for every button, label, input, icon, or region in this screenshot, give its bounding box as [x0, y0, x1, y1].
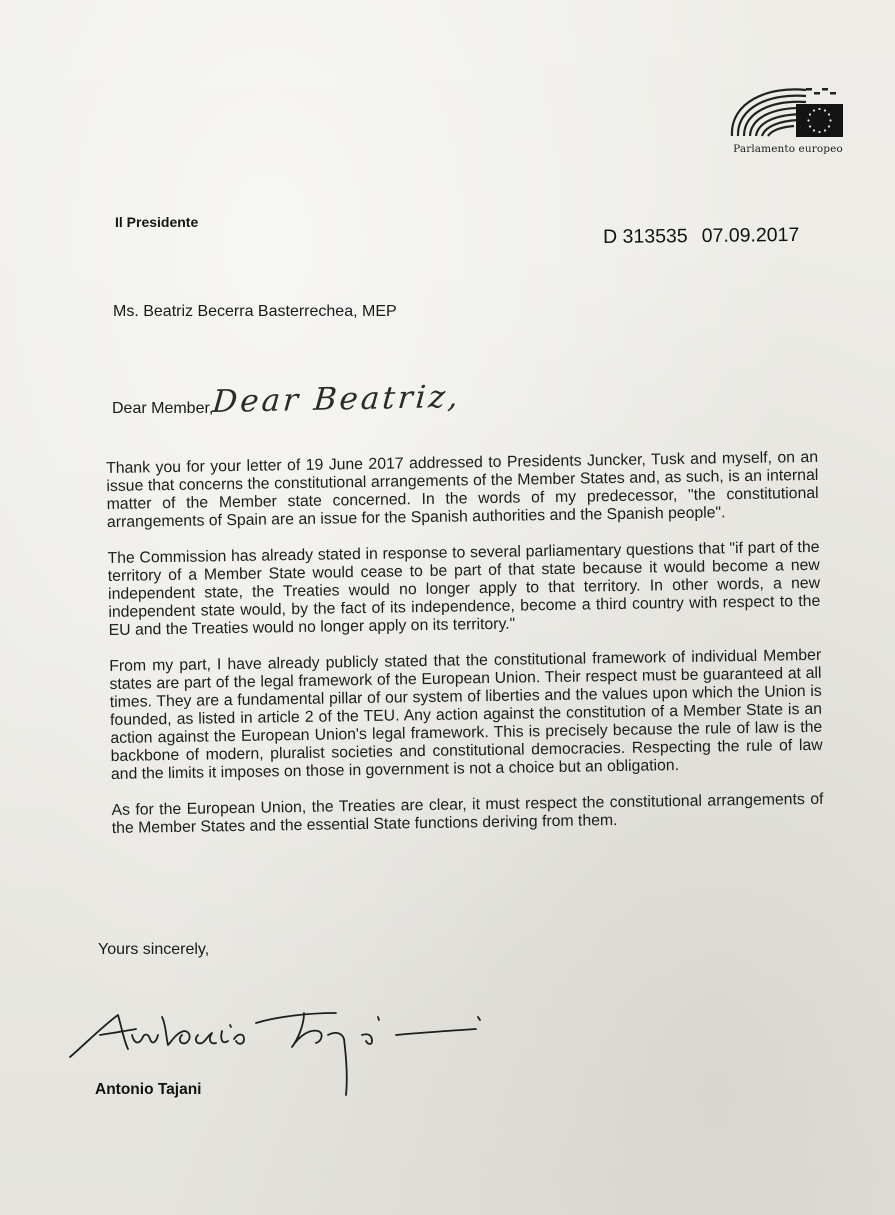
institution-name: Parlamento europeo — [733, 143, 843, 155]
letter-body — [106, 449, 824, 856]
sender-title: Il Presidente — [115, 214, 199, 230]
body-paragraph: As for the European Union, the Treaties are clear, it must respect the constitutional arrangements of the Member States and the essential State functions deriving from them. — [111, 790, 824, 837]
letterhead-logo — [728, 80, 846, 160]
salutation-typed: Dear Member, — [112, 400, 214, 417]
eu-flag-icon — [796, 104, 843, 137]
reference-line — [603, 224, 799, 249]
body-paragraph: The Commission has already stated in response to several parliamentary questions that "if part of the territory of a Member State would cease to be part of that state because it would become a new independent state, the Treaties would no longer apply to that territory. In other words, a new independent state would, by the fact of its independence, become a third country with respect to the EU and the Treaties would no longer apply on its territory." — [107, 538, 821, 639]
european-parliament-logo — [728, 80, 846, 142]
salutation-handwritten: Dear Beatriz, — [210, 378, 463, 421]
signatory-name: Antonio Tajani — [95, 1081, 202, 1098]
letter-date: 07.09.2017 — [701, 223, 800, 247]
closing-phrase: Yours sincerely, — [98, 941, 210, 958]
body-paragraph: From my part, I have already publicly stated that the constitutional framework of individual Member states are part of the legal framework of the European Union. Their respect must be guaranteed at all times. They are a fundamental pillar of our system of liberties and the values upon which the Union is founded, as listed in article 2 of the TEU. Any action against the constitution of a Member State is an action against the European Union's legal framework. This is precisely because the rule of law is the backbone of modern, pluralist societies and constitutional democracies. Respecting the rule of law and the limits it imposes on those in government is not a choice but an obligation. — [109, 646, 823, 783]
reference-number: D 313535 — [603, 225, 688, 248]
recipient-name: Ms. Beatriz Becerra Basterrechea, MEP — [113, 303, 397, 320]
body-paragraph: Thank you for your letter of 19 June 2017 addressed to Presidents Juncker, Tusk and myself, on an issue that concerns the constitutional arrangements of the Member States and, as such, is an internal matter of the Member state concerned. In the words of my predecessor, "the constitutional arrangements of Spain are an issue for the Spanish authorities and the Spanish people". — [106, 448, 819, 531]
